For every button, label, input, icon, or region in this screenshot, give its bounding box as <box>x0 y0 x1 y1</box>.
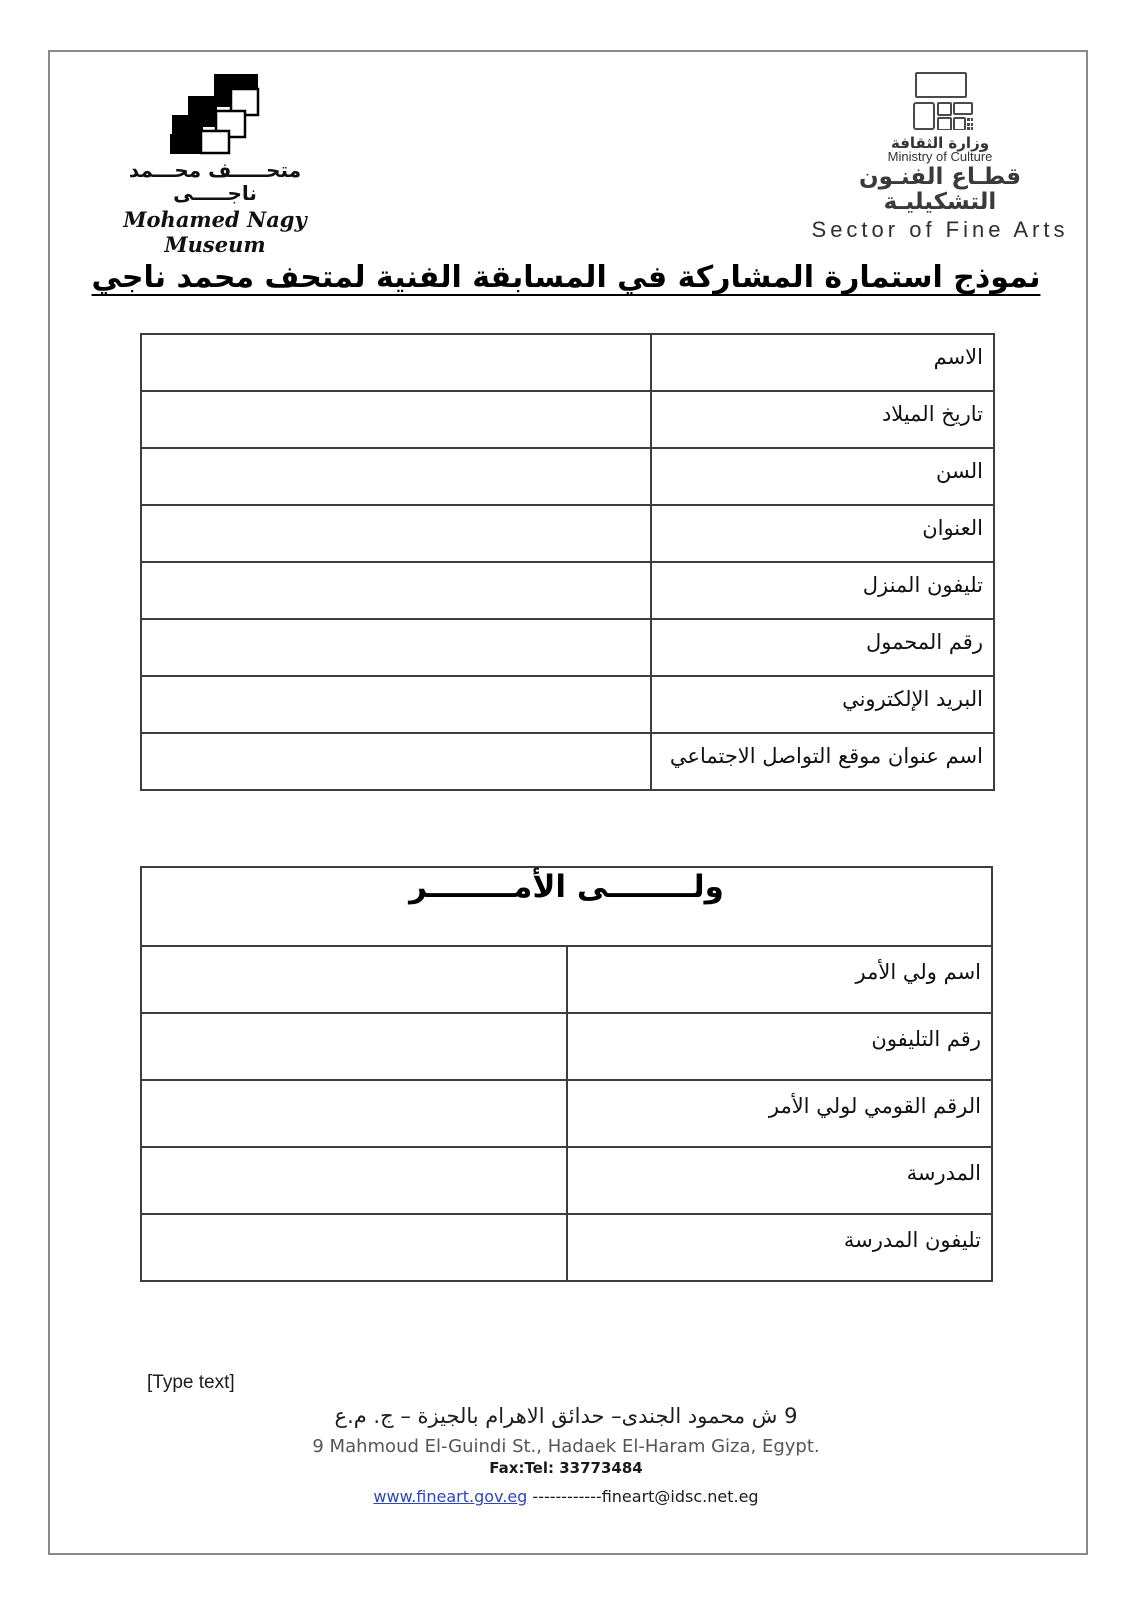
table-row <box>141 1013 992 1080</box>
museum-name-english: Mohamed Nagy Museum <box>123 207 307 258</box>
applicant-email-input[interactable] <box>141 676 651 733</box>
fax-number: Fax:Tel: 33773484 <box>489 1459 643 1477</box>
ministry-name-arabic: وزارة الثقافة <box>890 134 990 152</box>
guardian-phone-input[interactable] <box>141 1013 567 1080</box>
table-row <box>141 1214 992 1281</box>
school-phone-input[interactable] <box>141 1214 567 1281</box>
table-row <box>141 946 992 1013</box>
ministry-logo-block <box>810 72 1070 242</box>
table-row <box>141 391 994 448</box>
applicant-social-media-label: اسم عنوان موقع التواصل الاجتماعي <box>651 733 994 790</box>
museum-name-arabic: متحـــــف محـــمد ناجـــــى <box>128 158 302 205</box>
applicant-mobile-input[interactable] <box>141 619 651 676</box>
applicant-age-label: السن <box>651 448 994 505</box>
guardian-name-label: اسم ولي الأمر <box>567 946 993 1013</box>
dash-separator-text: ------------ <box>532 1487 602 1506</box>
ministry-emblem-icon <box>907 72 973 130</box>
museum-logo-block <box>95 72 335 257</box>
table-row <box>141 562 994 619</box>
guardian-national-id-label: الرقم القومي لولي الأمر <box>567 1080 993 1147</box>
applicant-social-media-input[interactable] <box>141 733 651 790</box>
guardian-national-id-input[interactable] <box>141 1080 567 1147</box>
ministry-name-english: Ministry of Culture <box>887 149 993 164</box>
footer-links-line <box>48 1487 1084 1506</box>
applicant-name-label: الاسم <box>651 334 994 391</box>
guardian-table <box>140 866 993 1282</box>
address-arabic: 9 ش محمود الجندى– حدائق الاهرام بالجيزة – ج. م.ع <box>334 1404 798 1428</box>
table-row <box>141 1080 992 1147</box>
museum-stairs-logo-icon <box>170 72 260 155</box>
applicant-home-phone-label: تليفون المنزل <box>651 562 994 619</box>
sector-name-english: Sector of Fine Arts <box>811 216 1069 242</box>
applicant-address-input[interactable] <box>141 505 651 562</box>
school-name-label: المدرسة <box>567 1147 993 1214</box>
applicant-age-input[interactable] <box>141 448 651 505</box>
table-header-row <box>141 867 992 946</box>
type-text-placeholder[interactable]: [Type text] <box>147 1372 235 1393</box>
guardian-name-input[interactable] <box>141 946 567 1013</box>
applicant-email-label: البريد الإلكتروني <box>651 676 994 733</box>
applicant-mobile-label: رقم المحمول <box>651 619 994 676</box>
applicant-home-phone-input[interactable] <box>141 562 651 619</box>
sector-name-arabic: قطـاع الفنـون التشكيليـة <box>858 164 1022 216</box>
school-phone-label: تليفون المدرسة <box>567 1214 993 1281</box>
email-address: fineart@idsc.net.eg <box>601 1487 759 1506</box>
guardian-phone-label: رقم التليفون <box>567 1013 993 1080</box>
address-english: 9 Mahmoud El-Guindi St., Hadaek El-Haram Giza, Egypt. <box>312 1436 820 1457</box>
table-row <box>141 676 994 733</box>
school-name-input[interactable] <box>141 1147 567 1214</box>
applicant-address-label: العنوان <box>651 505 994 562</box>
website-link[interactable]: www.fineart.gov.eg <box>373 1487 528 1506</box>
table-row <box>141 505 994 562</box>
table-row <box>141 334 994 391</box>
applicant-birthdate-input[interactable] <box>141 391 651 448</box>
form-title: نموذج استمارة المشاركة في المسابقة الفنية لمتحف محمد ناجي <box>91 260 1041 295</box>
applicant-table <box>140 333 995 791</box>
applicant-birthdate-label: تاريخ الميلاد <box>651 391 994 448</box>
guardian-table-title: ولــــــــى الأمــــــــر <box>141 867 992 946</box>
table-row <box>141 733 994 790</box>
applicant-name-input[interactable] <box>141 334 651 391</box>
table-row <box>141 448 994 505</box>
table-row <box>141 619 994 676</box>
table-row <box>141 1147 992 1214</box>
